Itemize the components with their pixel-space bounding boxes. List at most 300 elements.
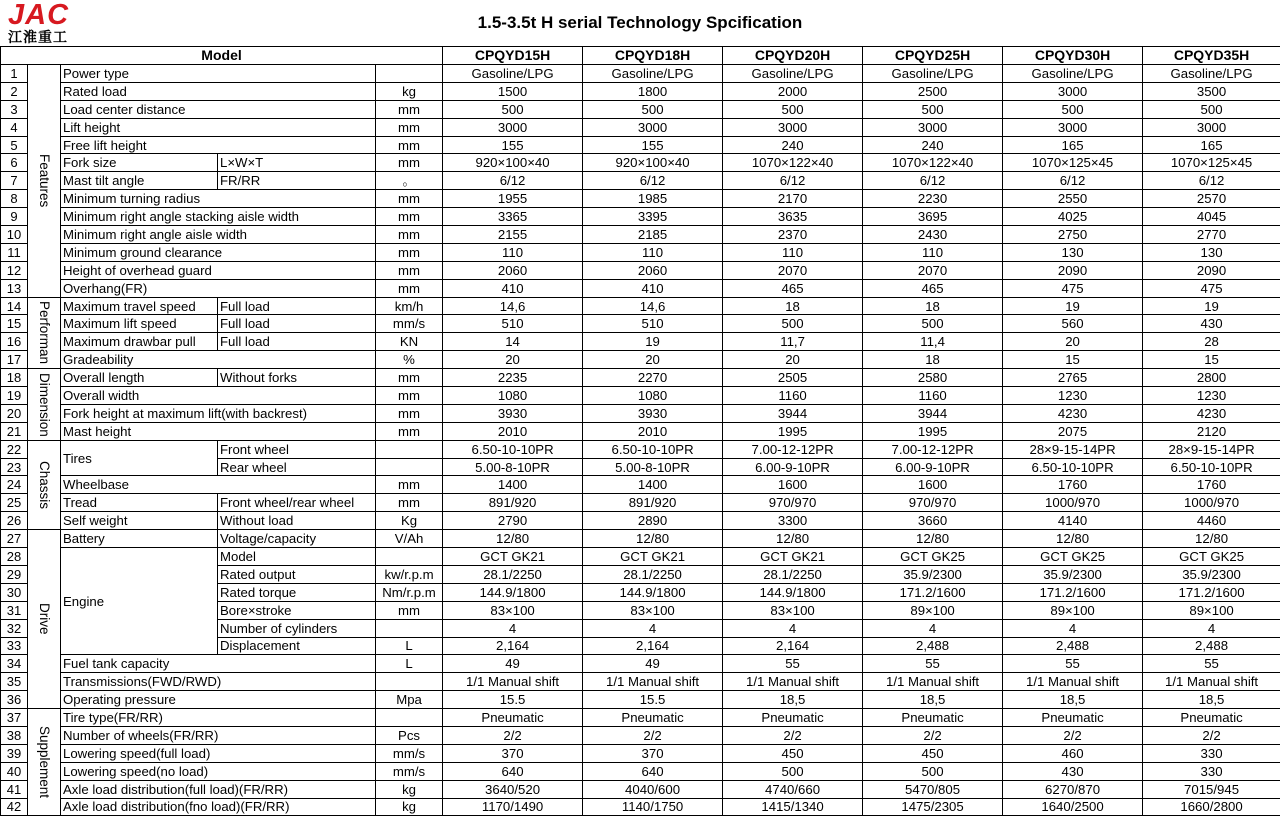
value-cell: 2,164: [583, 637, 723, 655]
row-unit: Nm/r.p.m: [376, 583, 443, 601]
value-cell: 1/1 Manual shift: [1143, 673, 1280, 691]
value-cell: 28.1/2250: [723, 565, 863, 583]
section-label-text: Features: [35, 65, 53, 296]
model-header: Model: [1, 47, 443, 65]
value-cell: 1/1 Manual shift: [1003, 673, 1143, 691]
value-cell: 970/970: [863, 494, 1003, 512]
value-cell: 475: [1143, 279, 1280, 297]
section-label: [28, 297, 61, 369]
value-cell: 500: [723, 315, 863, 333]
row-number: 33: [1, 637, 28, 655]
value-cell: Gasoline/LPG: [723, 65, 863, 83]
row-label: Self weight: [61, 512, 218, 530]
row-unit: mm: [376, 243, 443, 261]
row-label: Free lift height: [61, 136, 376, 154]
value-cell: 89×100: [1143, 601, 1280, 619]
value-cell: 640: [443, 762, 583, 780]
value-cell: 3944: [723, 404, 863, 422]
value-cell: 4460: [1143, 512, 1280, 530]
row-number: 28: [1, 548, 28, 566]
value-cell: 2090: [1003, 261, 1143, 279]
value-cell: 110: [723, 243, 863, 261]
value-cell: 28×9-15-14PR: [1003, 440, 1143, 458]
value-cell: 3930: [583, 404, 723, 422]
logo-text-cn: 江淮重工: [8, 27, 68, 47]
value-cell: 18,5: [1143, 691, 1280, 709]
row-label: Height of overhead guard: [61, 261, 376, 279]
value-cell: 4045: [1143, 208, 1280, 226]
value-cell: 1600: [723, 476, 863, 494]
table-row: [1, 118, 1280, 136]
value-cell: 1640/2500: [1003, 798, 1143, 816]
value-cell: 2890: [583, 512, 723, 530]
section-label-text: Supplement: [35, 710, 53, 815]
value-cell: 2500: [863, 82, 1003, 100]
value-cell: 3000: [863, 118, 1003, 136]
value-cell: 1800: [583, 82, 723, 100]
section-label: [28, 440, 61, 529]
value-cell: 2750: [1003, 226, 1143, 244]
row-sublabel: L×W×T: [218, 154, 376, 172]
row-unit: mm: [376, 100, 443, 118]
value-cell: 1995: [863, 422, 1003, 440]
value-cell: 12/80: [863, 530, 1003, 548]
row-unit: L: [376, 655, 443, 673]
row-number: 38: [1, 726, 28, 744]
value-cell: Pneumatic: [723, 709, 863, 727]
table-row: [1, 136, 1280, 154]
value-cell: 28×9-15-14PR: [1143, 440, 1280, 458]
value-cell: 2,164: [443, 637, 583, 655]
row-number: 22: [1, 440, 28, 458]
value-cell: 4: [1143, 619, 1280, 637]
row-unit: 。: [376, 172, 443, 190]
table-row: [1, 655, 1280, 673]
value-cell: 1400: [583, 476, 723, 494]
model-column-header: CPQYD18H: [583, 47, 723, 65]
table-row: [1, 762, 1280, 780]
row-number: 11: [1, 243, 28, 261]
row-unit: %: [376, 351, 443, 369]
row-sublabel: Displacement: [218, 637, 376, 655]
row-number: 32: [1, 619, 28, 637]
row-label: Maximum travel speed: [61, 297, 218, 315]
value-cell: 2,488: [1003, 637, 1143, 655]
row-label: Tire type(FR/RR): [61, 709, 376, 727]
value-cell: 20: [723, 351, 863, 369]
row-number: 20: [1, 404, 28, 422]
value-cell: 165: [1143, 136, 1280, 154]
model-column-header: CPQYD30H: [1003, 47, 1143, 65]
table-row: [1, 369, 1280, 387]
row-label: Lowering speed(no load): [61, 762, 376, 780]
value-cell: 4230: [1003, 404, 1143, 422]
value-cell: 18,5: [1003, 691, 1143, 709]
row-number: 5: [1, 136, 28, 154]
table-row: [1, 780, 1280, 798]
value-cell: GCT GK25: [1143, 548, 1280, 566]
row-unit: kg: [376, 780, 443, 798]
value-cell: 110: [443, 243, 583, 261]
value-cell: 240: [863, 136, 1003, 154]
value-cell: 6270/870: [1003, 780, 1143, 798]
value-cell: 7.00-12-12PR: [723, 440, 863, 458]
row-unit: Mpa: [376, 691, 443, 709]
value-cell: 12/80: [443, 530, 583, 548]
value-cell: 171.2/1600: [1143, 583, 1280, 601]
value-cell: GCT GK21: [443, 548, 583, 566]
value-cell: 2075: [1003, 422, 1143, 440]
value-cell: 891/920: [443, 494, 583, 512]
table-row: [1, 279, 1280, 297]
value-cell: 55: [723, 655, 863, 673]
value-cell: 1170/1490: [443, 798, 583, 816]
value-cell: 2060: [443, 261, 583, 279]
value-cell: 6/12: [583, 172, 723, 190]
table-row: [1, 297, 1280, 315]
row-sublabel: Rated torque: [218, 583, 376, 601]
value-cell: Gasoline/LPG: [583, 65, 723, 83]
table-row: [1, 172, 1280, 190]
value-cell: 2/2: [1003, 726, 1143, 744]
section-label-text: Dimension: [35, 370, 53, 440]
value-cell: 2800: [1143, 369, 1280, 387]
value-cell: 3944: [863, 404, 1003, 422]
value-cell: 3300: [723, 512, 863, 530]
value-cell: Pneumatic: [1143, 709, 1280, 727]
row-number: 42: [1, 798, 28, 816]
value-cell: 1760: [1003, 476, 1143, 494]
value-cell: 19: [583, 333, 723, 351]
row-label: Axle load distribution(fno load)(FR/RR): [61, 798, 376, 816]
row-label: Overhang(FR): [61, 279, 376, 297]
table-row: [1, 404, 1280, 422]
row-unit: mm: [376, 404, 443, 422]
value-cell: 1995: [723, 422, 863, 440]
value-cell: Gasoline/LPG: [1143, 65, 1280, 83]
row-label: Fork size: [61, 154, 218, 172]
row-number: 19: [1, 387, 28, 405]
value-cell: 920×100×40: [443, 154, 583, 172]
value-cell: 3000: [583, 118, 723, 136]
row-label: Minimum ground clearance: [61, 243, 376, 261]
value-cell: 2,164: [723, 637, 863, 655]
value-cell: 460: [1003, 744, 1143, 762]
table-row: [1, 530, 1280, 548]
row-number: 41: [1, 780, 28, 798]
value-cell: GCT GK21: [583, 548, 723, 566]
value-cell: 1415/1340: [723, 798, 863, 816]
value-cell: 130: [1143, 243, 1280, 261]
value-cell: 1160: [863, 387, 1003, 405]
value-cell: 1230: [1143, 387, 1280, 405]
row-number: 3: [1, 100, 28, 118]
value-cell: 83×100: [723, 601, 863, 619]
table-header-row: [1, 47, 1280, 65]
value-cell: 144.9/1800: [583, 583, 723, 601]
value-cell: 18: [863, 351, 1003, 369]
row-number: 36: [1, 691, 28, 709]
row-sublabel: Number of cylinders: [218, 619, 376, 637]
value-cell: 1/1 Manual shift: [723, 673, 863, 691]
row-unit: mm/s: [376, 744, 443, 762]
value-cell: 1/1 Manual shift: [583, 673, 723, 691]
value-cell: 6.00-9-10PR: [723, 458, 863, 476]
row-unit: km/h: [376, 297, 443, 315]
row-number: 12: [1, 261, 28, 279]
table-row: [1, 154, 1280, 172]
value-cell: 1955: [443, 190, 583, 208]
value-cell: 3000: [443, 118, 583, 136]
value-cell: 560: [1003, 315, 1143, 333]
row-number: 21: [1, 422, 28, 440]
row-label: Lift height: [61, 118, 376, 136]
table-row: [1, 261, 1280, 279]
row-unit: mm: [376, 422, 443, 440]
value-cell: 500: [863, 315, 1003, 333]
table-row: [1, 226, 1280, 244]
value-cell: 1/1 Manual shift: [443, 673, 583, 691]
value-cell: 2/2: [443, 726, 583, 744]
value-cell: 5.00-8-10PR: [583, 458, 723, 476]
value-cell: 510: [583, 315, 723, 333]
row-unit: mm: [376, 261, 443, 279]
value-cell: GCT GK21: [723, 548, 863, 566]
model-column-header: CPQYD20H: [723, 47, 863, 65]
table-row: [1, 243, 1280, 261]
row-unit: [376, 619, 443, 637]
row-label: Number of wheels(FR/RR): [61, 726, 376, 744]
row-number: 24: [1, 476, 28, 494]
value-cell: 465: [863, 279, 1003, 297]
section-label-text: Performan: [35, 298, 53, 368]
value-cell: 1070×122×40: [723, 154, 863, 172]
value-cell: 500: [1143, 100, 1280, 118]
value-cell: 2070: [723, 261, 863, 279]
value-cell: 12/80: [1143, 530, 1280, 548]
row-number: 18: [1, 369, 28, 387]
row-sublabel: Full load: [218, 315, 376, 333]
row-unit: mm: [376, 190, 443, 208]
value-cell: 12/80: [1003, 530, 1143, 548]
value-cell: 2/2: [863, 726, 1003, 744]
value-cell: 1/1 Manual shift: [863, 673, 1003, 691]
value-cell: 130: [1003, 243, 1143, 261]
value-cell: 500: [583, 100, 723, 118]
row-number: 15: [1, 315, 28, 333]
value-cell: 1985: [583, 190, 723, 208]
row-unit: mm: [376, 601, 443, 619]
row-label: Wheelbase: [61, 476, 376, 494]
value-cell: 4230: [1143, 404, 1280, 422]
row-number: 34: [1, 655, 28, 673]
value-cell: 3000: [723, 118, 863, 136]
section-label-text: Drive: [35, 531, 53, 708]
value-cell: 55: [863, 655, 1003, 673]
row-number: 37: [1, 709, 28, 727]
value-cell: 3930: [443, 404, 583, 422]
section-label-text: Chassis: [35, 441, 53, 529]
row-unit: mm: [376, 387, 443, 405]
row-number: 40: [1, 762, 28, 780]
value-cell: 3365: [443, 208, 583, 226]
row-unit: L: [376, 637, 443, 655]
value-cell: 2570: [1143, 190, 1280, 208]
value-cell: 3500: [1143, 82, 1280, 100]
row-unit: kg: [376, 82, 443, 100]
value-cell: 83×100: [583, 601, 723, 619]
value-cell: 430: [1003, 762, 1143, 780]
spec-table: [0, 46, 1280, 816]
value-cell: 15.5: [583, 691, 723, 709]
value-cell: 18,5: [863, 691, 1003, 709]
row-number: 23: [1, 458, 28, 476]
value-cell: GCT GK25: [1003, 548, 1143, 566]
row-number: 27: [1, 530, 28, 548]
value-cell: 3000: [1003, 118, 1143, 136]
row-label: Maximum drawbar pull: [61, 333, 218, 351]
value-cell: 171.2/1600: [863, 583, 1003, 601]
row-unit: mm: [376, 279, 443, 297]
value-cell: 20: [443, 351, 583, 369]
page-title: [0, 13, 1280, 33]
row-unit: kw/r.p.m: [376, 565, 443, 583]
value-cell: Gasoline/LPG: [443, 65, 583, 83]
value-cell: Gasoline/LPG: [863, 65, 1003, 83]
value-cell: 7.00-12-12PR: [863, 440, 1003, 458]
row-label: Tread: [61, 494, 218, 512]
row-sublabel: Without forks: [218, 369, 376, 387]
value-cell: 1080: [443, 387, 583, 405]
table-row: [1, 709, 1280, 727]
value-cell: 2170: [723, 190, 863, 208]
value-cell: 370: [443, 744, 583, 762]
value-cell: 430: [1143, 315, 1280, 333]
row-sublabel: Rated output: [218, 565, 376, 583]
value-cell: 18: [863, 297, 1003, 315]
value-cell: 2770: [1143, 226, 1280, 244]
row-number: 10: [1, 226, 28, 244]
row-label: Load center distance: [61, 100, 376, 118]
table-row: [1, 476, 1280, 494]
row-number: 17: [1, 351, 28, 369]
row-number: 35: [1, 673, 28, 691]
value-cell: 330: [1143, 744, 1280, 762]
row-number: 29: [1, 565, 28, 583]
row-label: Fork height at maximum lift(with backrest): [61, 404, 376, 422]
value-cell: 2000: [723, 82, 863, 100]
page-header: [0, 0, 1280, 46]
row-number: 16: [1, 333, 28, 351]
value-cell: GCT GK25: [863, 548, 1003, 566]
value-cell: 1070×125×45: [1143, 154, 1280, 172]
row-label: Maximum lift speed: [61, 315, 218, 333]
value-cell: 1230: [1003, 387, 1143, 405]
row-label: Operating pressure: [61, 691, 376, 709]
value-cell: 2185: [583, 226, 723, 244]
value-cell: 18: [723, 297, 863, 315]
value-cell: 2155: [443, 226, 583, 244]
value-cell: 20: [1003, 333, 1143, 351]
row-number: 7: [1, 172, 28, 190]
row-number: 13: [1, 279, 28, 297]
value-cell: 2010: [443, 422, 583, 440]
row-label: Battery: [61, 530, 218, 548]
value-cell: 12/80: [583, 530, 723, 548]
value-cell: 500: [443, 100, 583, 118]
value-cell: 11,7: [723, 333, 863, 351]
row-unit: mm/s: [376, 315, 443, 333]
value-cell: 3660: [863, 512, 1003, 530]
row-sublabel: Full load: [218, 297, 376, 315]
row-number: 26: [1, 512, 28, 530]
value-cell: 110: [583, 243, 723, 261]
value-cell: Pneumatic: [1003, 709, 1143, 727]
value-cell: 920×100×40: [583, 154, 723, 172]
value-cell: 3000: [1003, 82, 1143, 100]
row-label: Engine: [61, 548, 218, 655]
row-sublabel: Rear wheel: [218, 458, 376, 476]
row-label: Fuel tank capacity: [61, 655, 376, 673]
table-row: [1, 512, 1280, 530]
row-unit: mm: [376, 208, 443, 226]
row-label: Mast height: [61, 422, 376, 440]
value-cell: 2765: [1003, 369, 1143, 387]
row-label: Lowering speed(full load): [61, 744, 376, 762]
model-column-header: CPQYD35H: [1143, 47, 1280, 65]
row-label: Axle load distribution(full load)(FR/RR): [61, 780, 376, 798]
section-label: [28, 709, 61, 816]
value-cell: 2/2: [723, 726, 863, 744]
value-cell: 6/12: [723, 172, 863, 190]
row-unit: kg: [376, 798, 443, 816]
row-label: Overall width: [61, 387, 376, 405]
value-cell: 28.1/2250: [443, 565, 583, 583]
value-cell: 4: [583, 619, 723, 637]
value-cell: 410: [583, 279, 723, 297]
row-unit: [376, 709, 443, 727]
value-cell: 28.1/2250: [583, 565, 723, 583]
value-cell: 510: [443, 315, 583, 333]
row-number: 31: [1, 601, 28, 619]
row-unit: Pcs: [376, 726, 443, 744]
value-cell: 35.9/2300: [1143, 565, 1280, 583]
value-cell: 2/2: [1143, 726, 1280, 744]
value-cell: Pneumatic: [443, 709, 583, 727]
value-cell: Gasoline/LPG: [1003, 65, 1143, 83]
value-cell: 6.50-10-10PR: [583, 440, 723, 458]
value-cell: 4: [863, 619, 1003, 637]
row-label: Gradeability: [61, 351, 376, 369]
value-cell: 4: [443, 619, 583, 637]
value-cell: 500: [863, 762, 1003, 780]
row-number: 14: [1, 297, 28, 315]
row-sublabel: Front wheel/rear wheel: [218, 494, 376, 512]
value-cell: 1400: [443, 476, 583, 494]
value-cell: 500: [723, 100, 863, 118]
table-row: [1, 798, 1280, 816]
value-cell: 15.5: [443, 691, 583, 709]
value-cell: 5470/805: [863, 780, 1003, 798]
value-cell: 2120: [1143, 422, 1280, 440]
value-cell: 1000/970: [1003, 494, 1143, 512]
row-label: Minimum turning radius: [61, 190, 376, 208]
value-cell: 55: [1003, 655, 1143, 673]
value-cell: Pneumatic: [863, 709, 1003, 727]
row-sublabel: FR/RR: [218, 172, 376, 190]
table-row: [1, 315, 1280, 333]
value-cell: 500: [863, 100, 1003, 118]
